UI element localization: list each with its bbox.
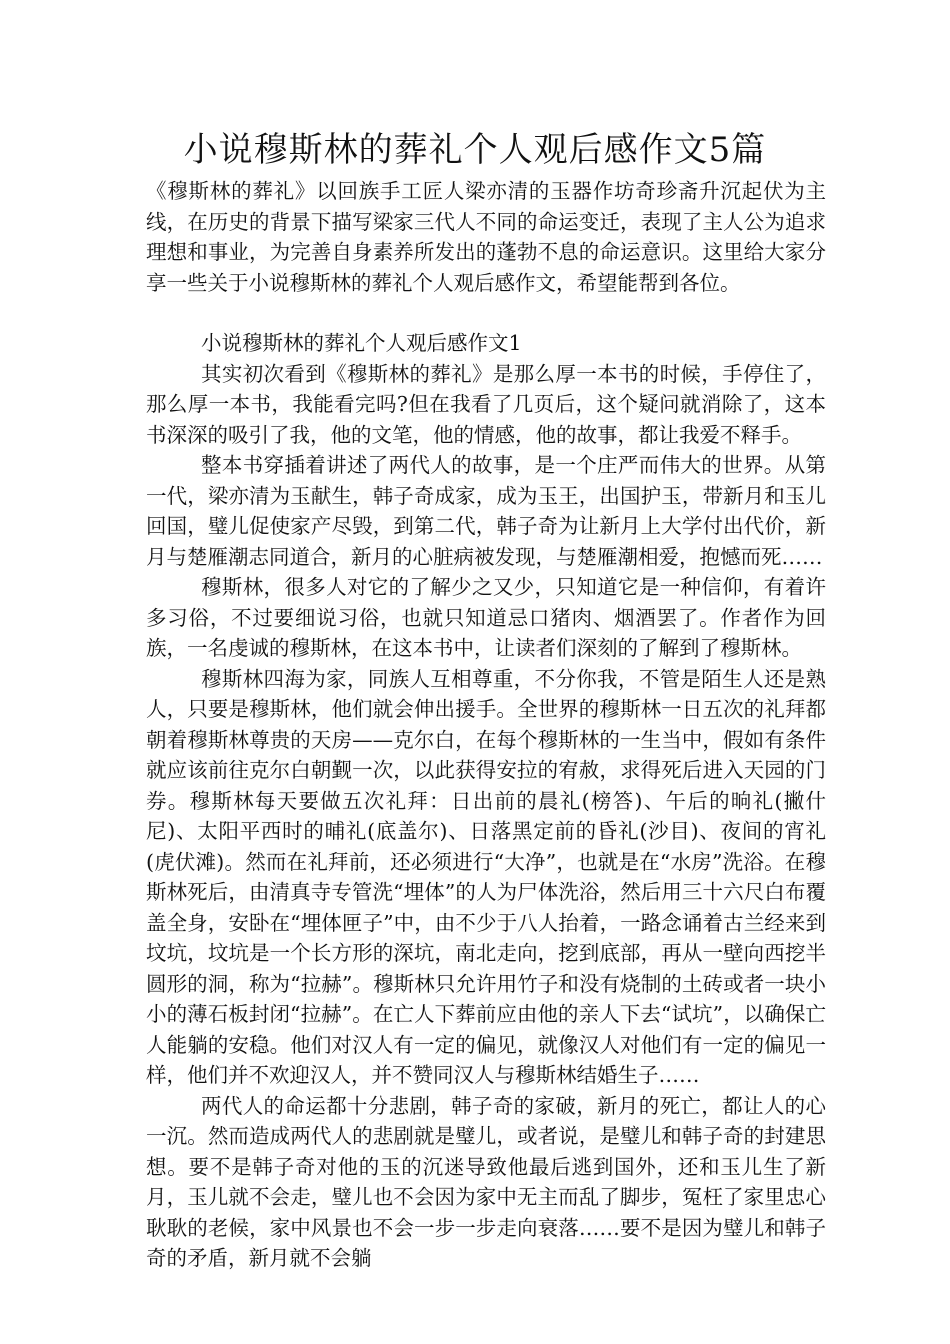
body-paragraph-4: 穆斯林四海为家，同族人互相尊重，不分你我，不管是陌生人还是熟人，只要是穆斯林，他们就会伸出援手。全世界的穆斯林一日五次的礼拜都朝着穆斯林尊贵的天房——克尔白，在每个穆斯林的一生当中，假如有条件就应该前往克尔白朝觐一次，以此获得安拉的宥赦，求得死后进入天园的门券。穆斯林每天要做五次礼拜：日出前的晨礼(榜答)、午后的晌礼(撇什尼)、太阳平西时的晡礼(底盖尔)、日落黑定前的昏礼(沙目)、夜间的宵礼(虎伏滩)。然而在礼拜前，还必须进行“大净”，也就是在“水房”洗浴。在穆斯林死后，由清真寺专管洗“埋体”的人为尸体洗浴，然后用三十六尺白布覆盖全身，安卧在“埋体匣子”中，由不少于八人抬着，一路念诵着古兰经来到坟坑，坟坑是一个长方形的深坑，南北走向，挖到底部，再从一壁向西挖半圆形的洞，称为“拉赫”。穆斯林只允许用竹子和没有烧制的土砖或者一块小小的薄石板封闭“拉赫”。在亡人下葬前应由他的亲人下去“试坑”，以确保亡人能躺的安稳。他们对汉人有一定的偏见，就像汉人对他们有一定的偏见一样，他们并不欢迎汉人，并不赞同汉人与穆斯林结婚生子…… bbox=[146, 666, 826, 1087]
body-paragraph-2: 整本书穿插着讲述了两代人的故事，是一个庄严而伟大的世界。从第一代，梁亦清为玉献生，韩子奇成家，成为玉王，出国护玉，带新月和玉儿回国，璧儿促使家产尽毁，到第二代，韩子奇为让新月上大学付出代价，新月与楚雁潮志同道合，新月的心脏病被发现，与楚雁潮相爱，抱憾而死…… bbox=[146, 453, 826, 569]
body-paragraph-3: 穆斯林，很多人对它的了解少之又少，只知道它是一种信仰，有着许多习俗，不过要细说习俗，也就只知道忌口猪肉、烟酒罢了。作者作为回族，一名虔诚的穆斯林，在这本书中，让读者们深刻的了解到了穆斯林。 bbox=[146, 575, 826, 660]
section-heading: 小说穆斯林的葬礼个人观后感作文1 bbox=[201, 331, 522, 355]
intro-paragraph: 《穆斯林的葬礼》以回族手工匠人梁亦清的玉器作坊奇珍斋升沉起伏为主线，在历史的背景下描写梁家三代人不同的命运变迁，表现了主人公为追求理想和事业，为完善自身素养所发出的蓬勃不息的命运意识。这里给大家分享一些关于小说穆斯林的葬礼个人观后感作文，希望能帮到各位。 bbox=[146, 179, 826, 295]
body-paragraph-5: 两代人的命运都十分悲剧，韩子奇的家破，新月的死亡，都让人的心一沉。然而造成两代人的悲剧就是璧儿，或者说，是璧儿和韩子奇的封建思想。要不是韩子奇对他的玉的沉迷导致他最后逃到国外，还和玉儿生了新月，玉儿就不会走，璧儿也不会因为家中无主而乱了脚步，冤枉了家里忠心耿耿的老候，家中风景也不会一步一步走向衰落……要不是因为璧儿和韩子奇的矛盾，新月就不会躺 bbox=[146, 1093, 826, 1270]
body-paragraph-1: 其实初次看到《穆斯林的葬礼》是那么厚一本书的时候，手停住了，那么厚一本书，我能看完吗?但在我看了几页后，这个疑问就消除了，这本书深深的吸引了我，他的文笔，他的情感，他的故事，都让我爱不释手。 bbox=[146, 361, 826, 447]
page-title: 小说穆斯林的葬礼个人观后感作文5篇 bbox=[183, 130, 767, 170]
document-body bbox=[146, 176, 826, 1274]
